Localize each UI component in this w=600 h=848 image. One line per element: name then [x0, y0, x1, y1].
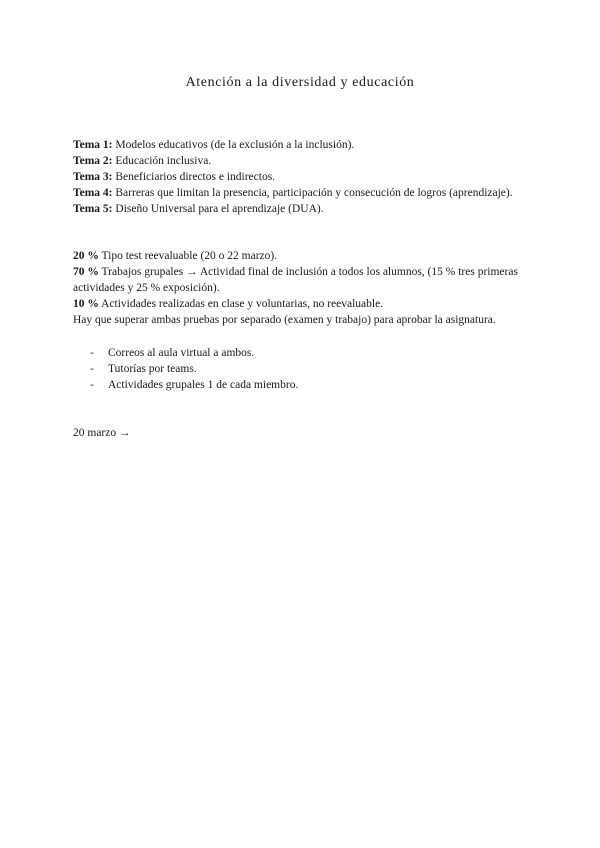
- topic-item: [73, 169, 533, 185]
- grading-item: [73, 296, 533, 312]
- topic-item: [73, 153, 533, 169]
- topic-label: Tema 1:: [73, 139, 113, 151]
- grading-percent: 70 %: [73, 266, 99, 278]
- topic-text: Modelos educativos (de la exclusión a la inclusión).: [112, 139, 355, 151]
- list-item: [73, 361, 533, 377]
- list-item: [73, 377, 533, 393]
- topic-label: Tema 3:: [73, 171, 113, 183]
- list-item-text: Correos al aula virtual a ambos.: [108, 347, 255, 359]
- topic-item: [73, 201, 533, 217]
- topic-label: Tema 5:: [73, 203, 113, 215]
- bullet-list: [73, 345, 533, 393]
- grading-item: [73, 248, 533, 264]
- topic-text: Educación inclusiva.: [112, 155, 212, 167]
- topics-list: [73, 137, 533, 217]
- bullet-dash: -: [90, 363, 94, 375]
- grading-section: [73, 248, 533, 328]
- topic-text: Diseño Universal para el aprendizaje (DUA).: [112, 203, 324, 215]
- grading-text: Tipo test reevaluable (20 o 22 marzo).: [98, 250, 278, 262]
- grading-item: [73, 264, 533, 296]
- list-item-text: Actividades grupales 1 de cada miembro.: [108, 379, 299, 391]
- grading-percent: 10 %: [73, 298, 99, 310]
- bullet-dash: -: [90, 347, 94, 359]
- topic-item: [73, 137, 533, 153]
- grading-text: Actividades realizadas en clase y voluntarias, no reevaluable.: [98, 298, 384, 310]
- list-item-text: Tutorías por teams.: [108, 363, 197, 375]
- list-item: [73, 345, 533, 361]
- grading-text: Trabajos grupales → Actividad final de inclusión a todos los alumnos, (15 % tres primeras actividades y 25 % exposición).: [73, 266, 518, 294]
- topic-item: [73, 185, 533, 201]
- topic-label: Tema 4:: [73, 187, 113, 199]
- requirement-note: Hay que superar ambas pruebas por separado (examen y trabajo) para aprobar la asignatura.: [73, 314, 496, 326]
- bullet-dash: -: [90, 379, 94, 391]
- topic-text: Beneficiarios directos e indirectos.: [112, 171, 276, 183]
- document-title: Atención a la diversidad y educación: [185, 75, 415, 90]
- footer-note: 20 marzo →: [73, 427, 131, 439]
- topic-label: Tema 2:: [73, 155, 113, 167]
- topic-text: Barreras que limitan la presencia, participación y consecución de logros (aprendizaje).: [112, 187, 513, 199]
- grading-percent: 20 %: [73, 250, 99, 262]
